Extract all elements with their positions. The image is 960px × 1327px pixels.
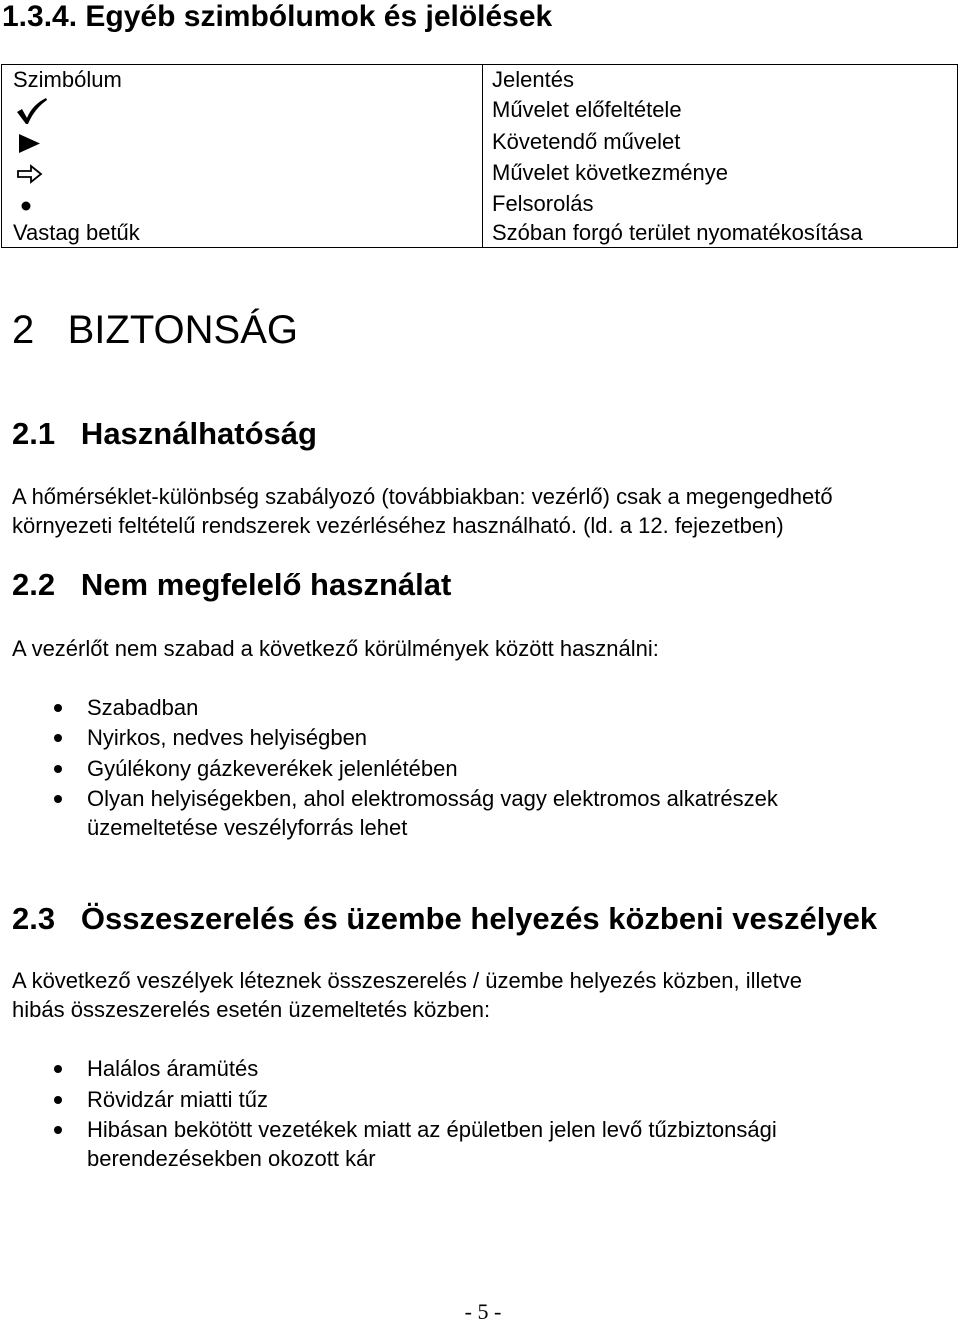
bullet-icon [54, 1126, 62, 1134]
table-meaning-2: Követendő művelet [492, 129, 681, 154]
bullet-icon [54, 704, 62, 712]
list-item-text: üzemeltetése veszélyforrás lehet [87, 815, 408, 840]
section-heading-2-2: 2.2 Nem megfelelő használat [12, 567, 452, 602]
table-meaning-4: Felsorolás [492, 191, 594, 216]
list-item-text: berendezésekben okozott kár [87, 1146, 376, 1171]
chapter-heading-2: 2 BIZTONSÁG [12, 308, 298, 352]
bullet-icon [54, 795, 62, 803]
paragraph-line: A következő veszélyek léteznek összeszerelés / üzembe helyezés közben, illetve [12, 968, 802, 993]
bullet-icon [13, 194, 53, 216]
paragraph-line: A hőmérséklet-különbség szabályozó (továbbiakban: vezérlő) csak a megengedhető [12, 484, 833, 509]
table-symbol-bold-text: Vastag betűk [13, 220, 140, 245]
triangle-right-icon [13, 131, 53, 155]
table-header-meaning: Jelentés [492, 67, 574, 92]
list-item-text: Rövidzár miatti tűz [87, 1087, 268, 1112]
list-item-text: Halálos áramütés [87, 1056, 259, 1081]
bullet-icon [54, 765, 62, 773]
table-header-symbol: Szimbólum [13, 67, 122, 92]
list-item-text: Nyirkos, nedves helyiségben [87, 725, 368, 750]
bullet-icon [54, 1096, 62, 1104]
list-item-text: Szabadban [87, 695, 199, 720]
table-meaning-5: Szóban forgó terület nyomatékosítása [492, 220, 863, 245]
paragraph-intro: A vezérlőt nem szabad a következő körülmények között használni: [12, 636, 659, 661]
table-meaning-1: Művelet előfeltétele [492, 97, 682, 122]
list-item-text: Hibásan bekötött vezetékek miatt az épületben jelen levő tűzbiztonsági [87, 1117, 777, 1142]
page-number: - 5 - [464, 1299, 502, 1324]
checkmark-icon [13, 97, 53, 125]
section-heading-2-3: 2.3 Összeszerelés és üzembe helyezés közbeni veszélyek [12, 901, 878, 936]
section-heading-2-1: 2.1 Használhatóság [12, 416, 317, 451]
list-item-text: Olyan helyiségekben, ahol elektromosság vagy elektromos alkatrészek [87, 786, 778, 811]
list-item-text: Gyúlékony gázkeverékek jelenlétében [87, 756, 458, 781]
paragraph-line: hibás összeszerelés esetén üzemeltetés közben: [12, 997, 491, 1022]
section-heading-1-3-4: 1.3.4. Egyéb szimbólumok és jelölések [2, 0, 553, 33]
paragraph-line: környezeti feltételű rendszerek vezérléséhez használható. (ld. a 12. fejezetben) [12, 513, 784, 538]
bullet-icon [54, 734, 62, 742]
outline-arrow-right-icon [13, 162, 53, 186]
bullet-icon [54, 1065, 62, 1073]
table-column-divider [482, 65, 483, 247]
table-meaning-3: Művelet következménye [492, 160, 728, 185]
symbol-table [1, 64, 958, 248]
